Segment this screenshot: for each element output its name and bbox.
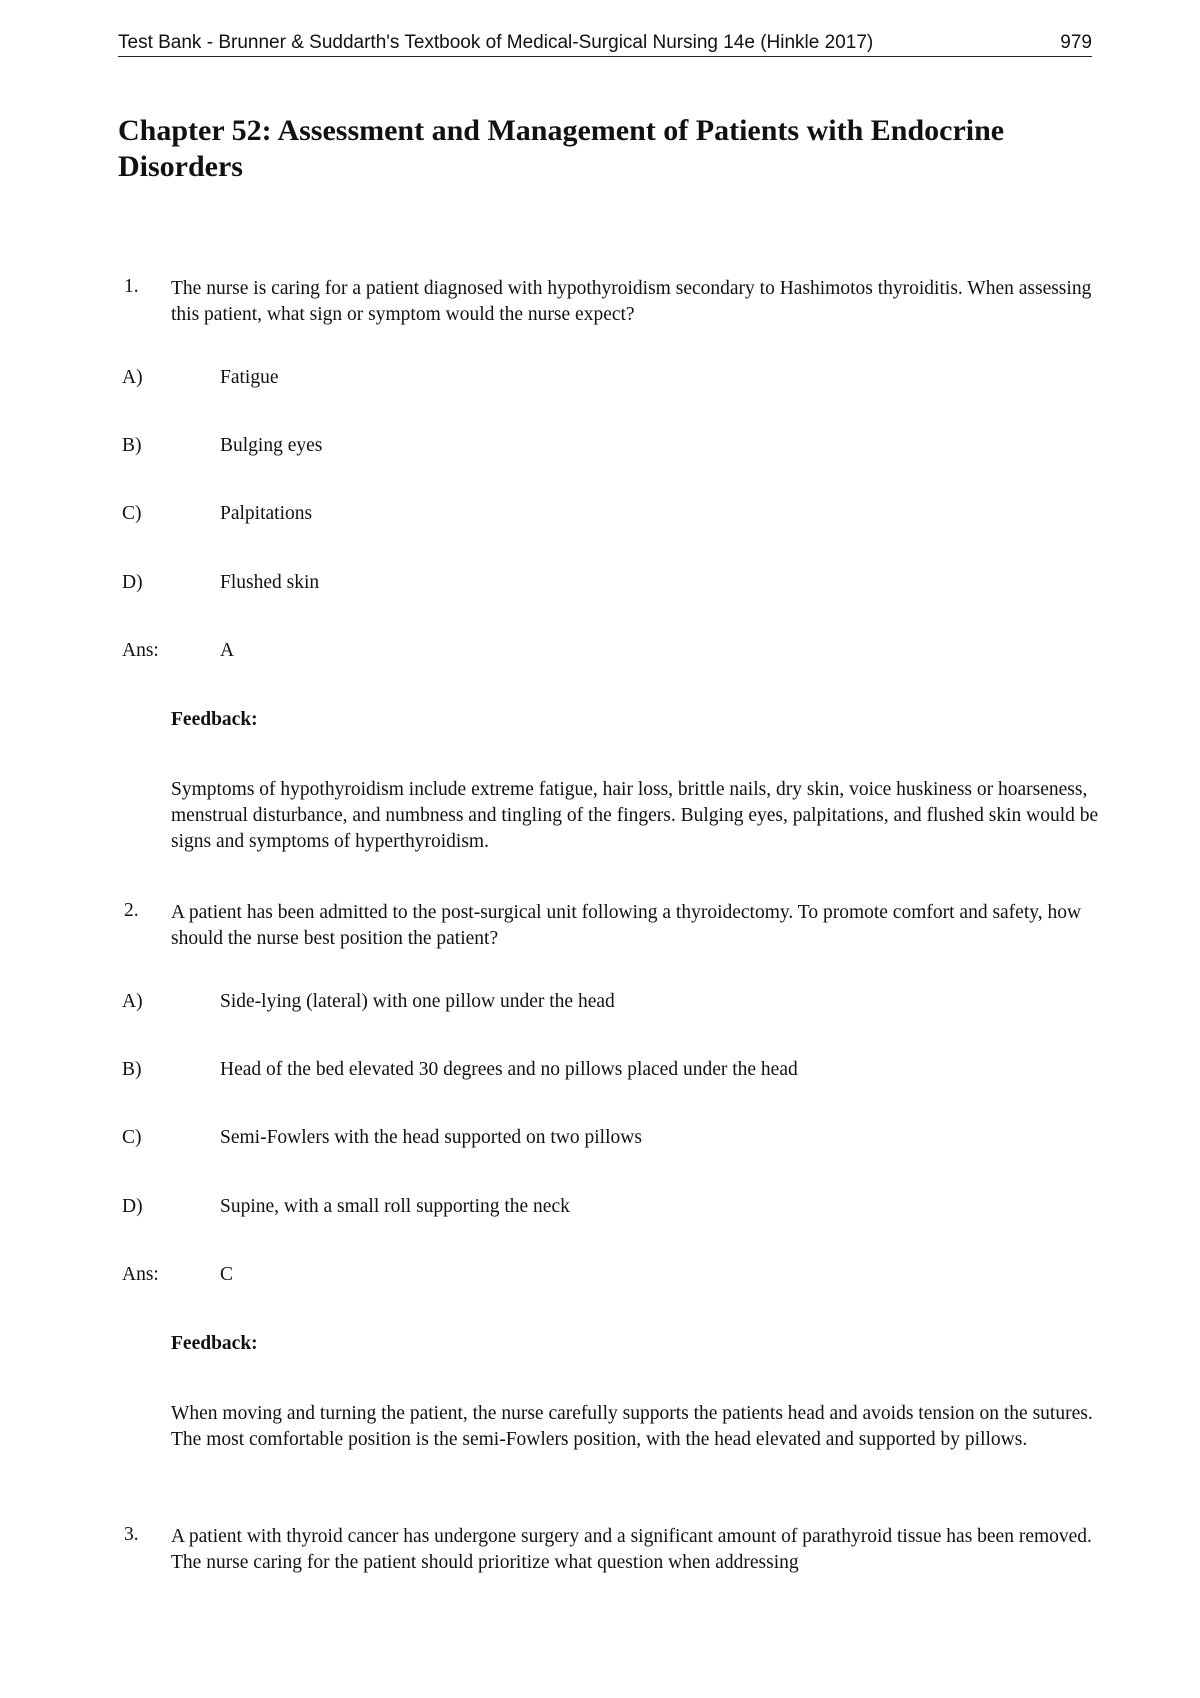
answer-label: Ans:: [122, 640, 159, 661]
question-text: The nurse is caring for a patient diagnosed with hypothyroidism secondary to Hashimotos thyroiditis. When assessing this patient, what sign or symptom would the nurse expect?: [171, 278, 1092, 325]
answer-value: A: [220, 640, 235, 661]
option-letter: A): [122, 367, 143, 388]
option-text: Bulging eyes: [220, 435, 323, 456]
option-letter: A): [122, 991, 143, 1012]
chapter-title: Chapter 52: Assessment and Management of Patients with Endocrine Disorders: [118, 114, 1005, 183]
option-text: Supine, with a small roll supporting the neck: [220, 1196, 570, 1217]
question-number: 3.: [124, 1524, 139, 1545]
option-letter: B): [122, 1059, 142, 1080]
option-letter: B): [122, 435, 142, 456]
answer-value: C: [220, 1264, 234, 1285]
question-text: A patient has been admitted to the post-surgical unit following a thyroidectomy. To promote comfort and safety, how should the nurse best position the patient?: [171, 902, 1082, 949]
feedback-label: Feedback:: [171, 709, 258, 730]
feedback-text: When moving and turning the patient, the nurse carefully supports the patients head and avoids tension on the sutures. The most comfortable position is the semi-Fowlers position, with the head elevated and supported by pillows.: [171, 1403, 1093, 1450]
option-letter: D): [122, 1196, 143, 1217]
option-text: Side-lying (lateral) with one pillow under the head: [220, 991, 615, 1012]
question-text: A patient with thyroid cancer has undergone surgery and a significant amount of parathyroid tissue has been removed. The nurse caring for the patient should prioritize what question when addressing: [171, 1526, 1092, 1573]
feedback-label: Feedback:: [171, 1333, 258, 1354]
question-number: 1.: [124, 276, 139, 297]
option-letter: C): [122, 503, 142, 524]
option-text: Head of the bed elevated 30 degrees and no pillows placed under the head: [220, 1059, 798, 1080]
question-number: 2.: [124, 900, 139, 921]
option-text: Palpitations: [220, 503, 313, 524]
answer-label: Ans:: [122, 1264, 159, 1285]
option-text: Semi-Fowlers with the head supported on two pillows: [220, 1127, 642, 1148]
option-text: Fatigue: [220, 367, 279, 388]
option-letter: C): [122, 1127, 142, 1148]
feedback-text: Symptoms of hypothyroidism include extreme fatigue, hair loss, brittle nails, dry skin, voice huskiness or hoarseness, menstrual disturbance, and numbness and tingling of the fingers. Bulging eyes, palpitations, and flushed skin would be signs and symptoms of hyperthyroidism.: [171, 779, 1099, 852]
option-text: Flushed skin: [220, 572, 320, 593]
page-number: 979: [1060, 32, 1092, 53]
page-header: [118, 32, 1092, 57]
header-title: Test Bank - Brunner & Suddarth's Textbook of Medical-Surgical Nursing 14e (Hinkle 2017): [118, 32, 874, 53]
option-letter: D): [122, 572, 143, 593]
